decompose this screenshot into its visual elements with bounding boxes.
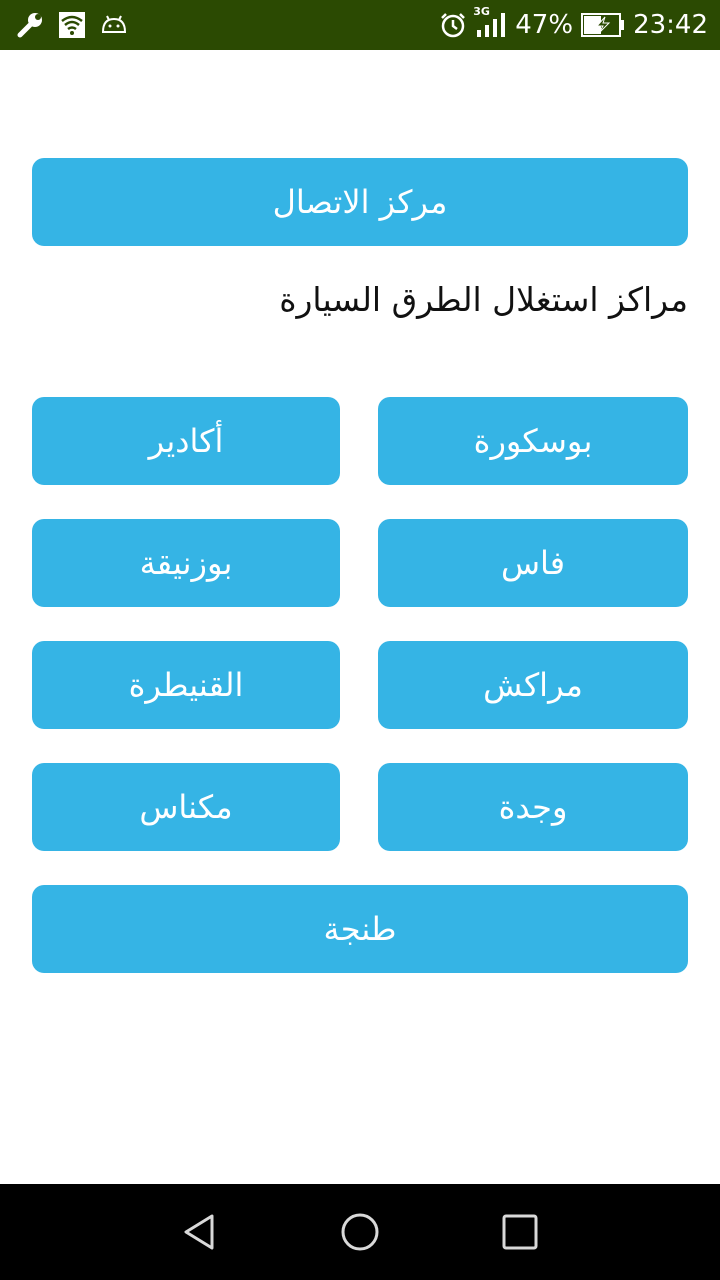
network-type-label: 3G: [473, 5, 490, 18]
android-icon: [100, 14, 128, 36]
signal-icon: [473, 5, 507, 39]
recents-icon[interactable]: [472, 1184, 568, 1280]
main-content: [0, 50, 720, 1184]
back-icon[interactable]: [152, 1184, 248, 1280]
center-button-agadir[interactable]: أكادير: [32, 397, 340, 485]
center-button-fes[interactable]: فاس: [378, 519, 688, 607]
center-button-marrakech[interactable]: مراكش: [378, 641, 688, 729]
battery-percent: 47%: [515, 10, 574, 40]
center-button-oujda[interactable]: وجدة: [378, 763, 688, 851]
center-button-bouznika[interactable]: بوزنيقة: [32, 519, 340, 607]
clock: 23:42: [633, 10, 708, 40]
home-icon[interactable]: [312, 1184, 408, 1280]
center-button-meknes[interactable]: مكناس: [32, 763, 340, 851]
wifi-icon: [58, 11, 86, 39]
section-title: مراكز استغلال الطرق السيارة: [279, 280, 688, 319]
battery-charging-icon: [581, 12, 625, 38]
center-button-bouskoura[interactable]: بوسكورة: [378, 397, 688, 485]
alarm-icon: [439, 11, 467, 39]
navigation-bar: [0, 1184, 720, 1280]
status-bar: [0, 0, 720, 50]
center-button-kenitra[interactable]: القنيطرة: [32, 641, 340, 729]
contact-center-button[interactable]: مركز الاتصال: [32, 158, 688, 246]
center-button-tanger[interactable]: طنجة: [32, 885, 688, 973]
wrench-icon: [16, 11, 44, 39]
